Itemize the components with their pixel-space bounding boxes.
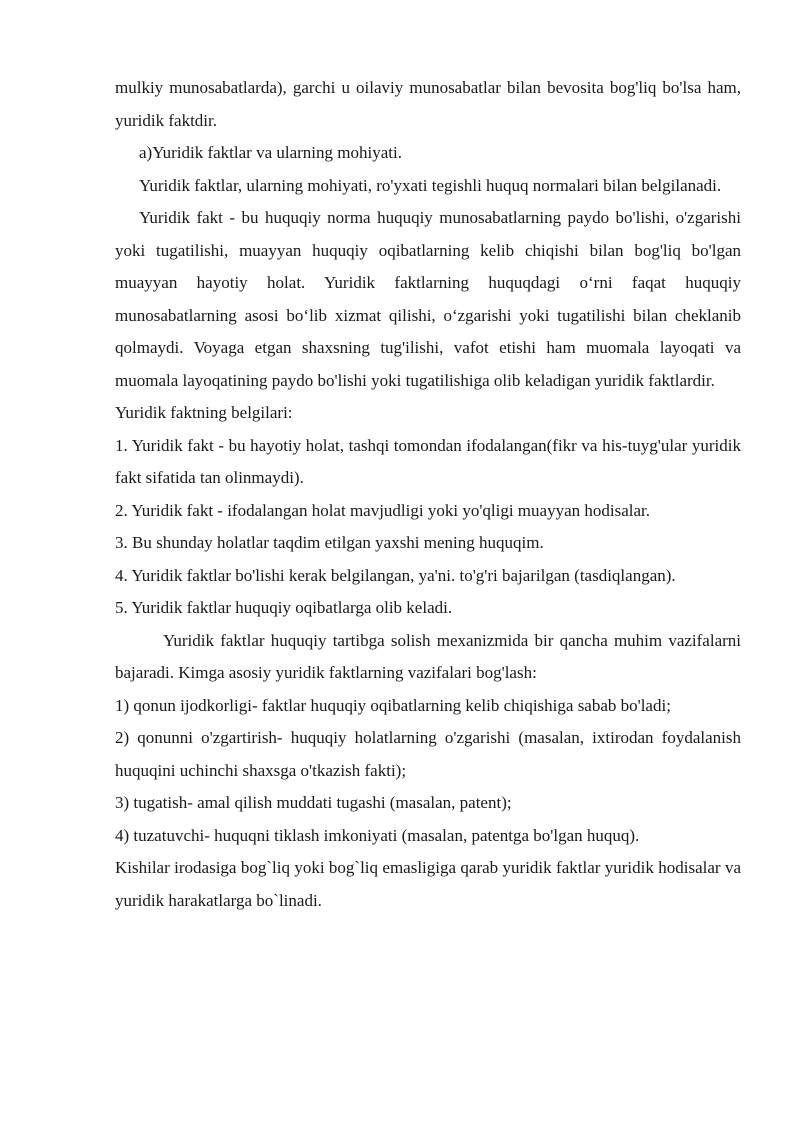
paragraph-definition-scope: Yuridik faktlar, ularning mohiyati, ro'yxati tegishli huquq normalari bilan belgilanadi. [139, 175, 722, 195]
feature-item-2: 2. Yuridik fakt - ifodalangan holat mavjudligi yoki yo'qligi muayyan hodisalar. [115, 500, 651, 520]
paragraph-classification: Kishilar irodasiga bog`liq yoki bog`liq emasligiga qarab yuridik faktlar yuridik hodisalar va yuridik harakatlarga bo`linadi. [115, 858, 741, 910]
section-heading: a)Yuridik faktlar va ularning mohiyati. [139, 143, 402, 162]
function-item-3: 3) tugatish- amal qilish muddati tugashi (masalan, patent); [115, 793, 512, 812]
function-item-2: 2) qonunni o'zgartirish- huquqiy holatlarning o'zgarishi (masalan, ixtirodan foydalanish huquqini uchinchi shaxsga o'tkazish fakti); [115, 728, 741, 780]
document-page [115, 72, 741, 917]
paragraph-continuation: mulkiy munosabatlarda), garchi u oilaviy munosabatlar bilan bevosita bog'liq bo'lsa ham, yuridik faktdir. [115, 78, 741, 130]
function-item-1: 1) qonun ijodkorligi- faktlar huquqiy oqibatlarning kelib chiqishiga sabab bo'ladi; [115, 695, 671, 715]
function-item-4: 4) tuzatuvchi- huquqni tiklash imkoniyati (masalan, patentga bo'lgan huquq). [115, 825, 640, 845]
paragraph-functions-intro: Yuridik faktlar huquqiy tartibga solish mexanizmida bir qancha muhim vazifalarni bajaradi. Kimga asosiy yuridik faktlarning vazifalari bog'lash: [115, 630, 741, 682]
feature-item-5: 5. Yuridik faktlar huquqiy oqibatlarga olib keladi. [115, 598, 453, 617]
list-heading-features: Yuridik faktning belgilari: [115, 403, 293, 422]
feature-item-4: 4. Yuridik faktlar bo'lishi kerak belgilangan, ya'ni. to'g'ri bajarilgan (tasdiqlangan). [115, 565, 676, 585]
feature-item-1: 1. Yuridik fakt - bu hayotiy holat, tashqi tomondan ifodalangan(fikr va his-tuyg'ular yuridik fakt sifatida tan olinmaydi). [115, 435, 741, 487]
paragraph-definition: Yuridik fakt - bu huquqiy norma huquqiy munosabatlarning paydo bo'lishi, o'zgarishi yoki tugatilishi, muayyan huquqiy oqibatlarning kelib chiqishi bilan bog'liq bo'lgan muayyan hayotiy holat. Yuridik faktlarning huquqdagi o‘rni faqat huquqiy munosabatlarning asosi bo‘lib xizmat qilishi, o‘zgarishi yoki tugatilishi bilan cheklanib qolmaydi. Voyaga etgan shaxsning tug'ilishi, vafot etishi ham muomala layoqati va muomala layoqatining paydo bo'lishi yoki tugatilishiga olib keladigan yuridik faktlardir. [115, 208, 741, 390]
feature-item-3: 3. Bu shunday holatlar taqdim etilgan yaxshi mening huquqim. [115, 533, 544, 552]
